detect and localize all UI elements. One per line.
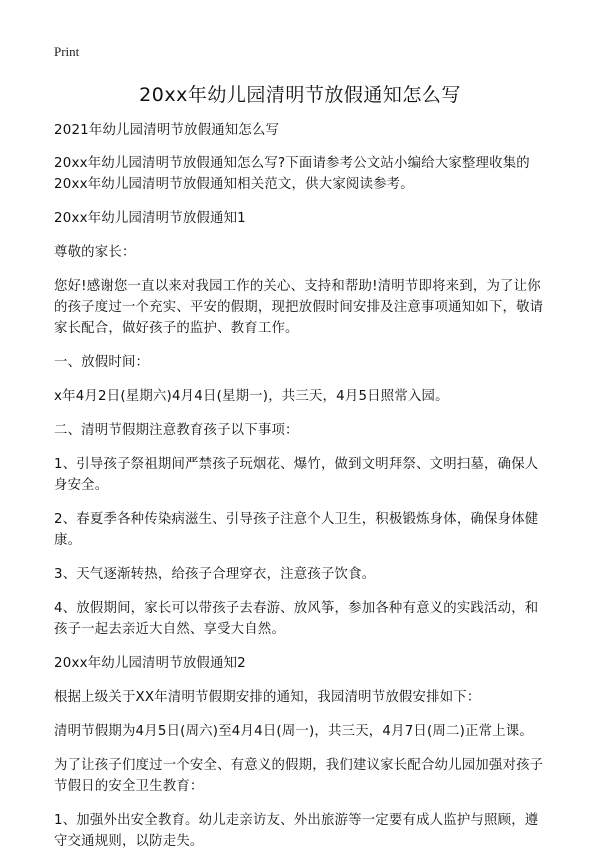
heading-precautions: 二、清明节假期注意教育孩子以下事项： <box>54 423 299 438</box>
section-heading-notice-1: 20xx年幼儿园清明节放假通知1 <box>54 211 246 226</box>
heading-holiday-time: 一、放假时间： <box>54 355 150 370</box>
precaution-item-4: 4、放假期间，家长可以带孩子去春游、放风筝，参加各种有意义的实践活动，和孩子一起去亲近大自然、享受大自然。 <box>54 601 539 637</box>
notice-2-intro: 根据上级关于XX年清明节假期安排的通知，我园清明节放假安排如下： <box>54 690 481 705</box>
print-link[interactable]: Print <box>54 44 80 59</box>
notice-2-suggestion: 为了让孩子们度过一个安全、有意义的假期，我们建议家长配合幼儿园加强对孩子节假日的安全卫生教育： <box>54 758 544 794</box>
greeting-paragraph: 您好!感谢您一直以来对我园工作的关心、支持和帮助!清明节即将来到，为了让你的孩子度过一个充实、平安的假期，现把放假时间安排及注意事项通知如下，敬请家长配合，做好孩子的监护、教育工作。 <box>54 279 544 336</box>
subtitle-paragraph: 2021年幼儿园清明节放假通知怎么写 <box>54 123 280 138</box>
precaution-item-1: 1、引导孩子祭祖期间严禁孩子玩烟花、爆竹，做到文明拜祭、文明扫墓，确保人身安全。 <box>54 457 539 493</box>
notice-2-schedule: 清明节假期为4月5日(周六)至4月4日(周一)，共三天，4月7日(周二)正常上课。 <box>54 724 533 739</box>
holiday-time-paragraph: x年4月2日(星期六)4月4日(星期一)，共三天，4月5日照常入园。 <box>54 389 449 404</box>
precaution-item-2: 2、春夏季各种传染病滋生、引导孩子注意个人卫生，积极锻炼身体，确保身体健康。 <box>54 512 539 548</box>
intro-paragraph: 20xx年幼儿园清明节放假通知怎么写?下面请参考公文站小编给大家整理收集的20xx年幼儿园清明节放假通知相关范文，供大家阅读参考。 <box>54 156 530 192</box>
precaution-item-3: 3、天气逐渐转热，给孩子合理穿衣，注意孩子饮食。 <box>54 567 376 582</box>
salutation: 尊敬的家长： <box>54 245 136 260</box>
section-heading-notice-2: 20xx年幼儿园清明节放假通知2 <box>54 656 246 671</box>
document-body <box>54 120 548 865</box>
notice-2-item-1: 1、加强外出安全教育。幼儿走亲访友、外出旅游等一定要有成人监护与照顾，遵守交通规则，以防走失。 <box>54 813 539 849</box>
document-title: 20xx年幼儿园清明节放假通知怎么写 <box>139 84 461 106</box>
